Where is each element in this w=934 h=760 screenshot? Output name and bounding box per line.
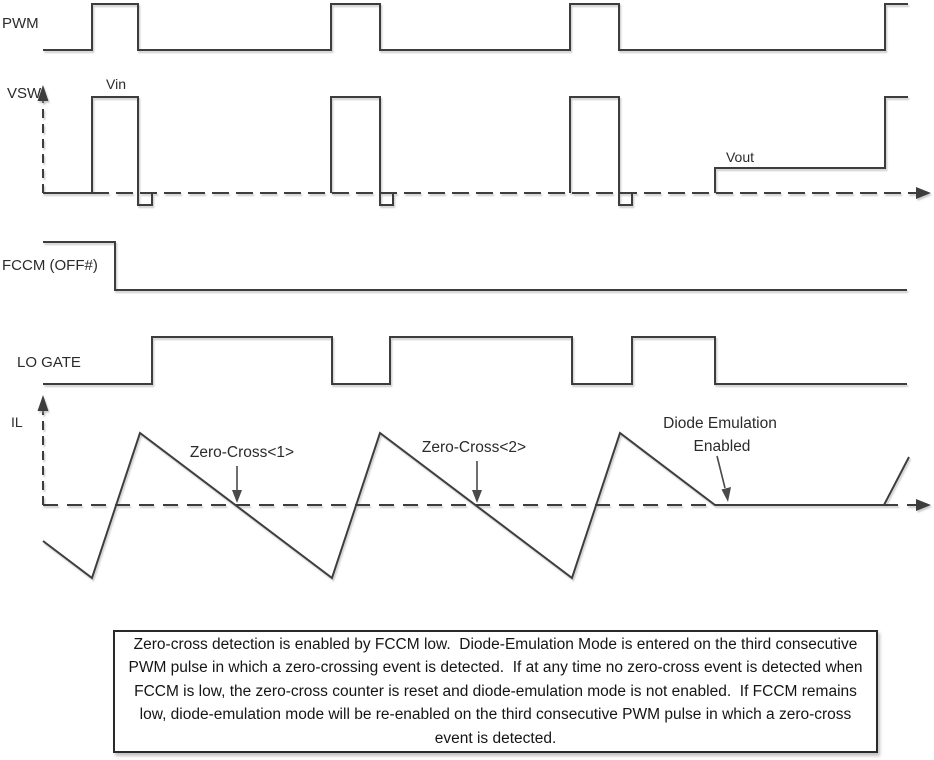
- fccm-waveform: [43, 242, 907, 290]
- pwm-waveform: [43, 4, 908, 50]
- lo-gate-waveform: [43, 337, 907, 384]
- lo-gate-label: LO GATE: [17, 354, 81, 371]
- zero-cross-1-label: Zero-Cross<1>: [189, 444, 295, 461]
- fccm-label: FCCM (OFF#): [2, 257, 98, 274]
- diode-emulation-label-line1: Diode Emulation: [663, 415, 777, 432]
- il-label: IL: [11, 414, 23, 430]
- vsw-waveform: [43, 97, 908, 205]
- vin-label: Vin: [106, 76, 126, 92]
- vsw-label: VSW: [7, 85, 42, 102]
- note-box: [113, 630, 878, 753]
- diode-emulation-label-line2: Enabled: [693, 438, 751, 455]
- note-text: Zero-cross detection is enabled by FCCM low. Diode-Emulation Mode is entered on the third consecutive PWM pulse in which a zero-crossing event is detected. If at any time no zero-cross event is detected when FCCM is low, the zero-cross counter is reset and diode-emulation mode is not enabled. If FCCM remains low, diode-emulation mode will be re-enabled on the third consecutive PWM pulse in which a zero-cross event is detected.: [128, 635, 867, 747]
- diode-emulation-arrowhead-icon: [722, 487, 732, 502]
- pwm-label: PWM: [2, 15, 39, 32]
- vsw-time-arrowhead-icon: [916, 187, 931, 199]
- il-time-arrowhead-icon: [916, 499, 931, 511]
- zero-cross-2-arrowhead-icon: [472, 490, 482, 503]
- zero-cross-2-label: Zero-Cross<2>: [421, 439, 527, 456]
- il-axis-arrowhead-icon: [38, 395, 49, 411]
- vout-label: Vout: [725, 149, 755, 165]
- diode-emulation-arrow: [717, 456, 725, 488]
- zero-cross-1-arrowhead-icon: [232, 490, 242, 503]
